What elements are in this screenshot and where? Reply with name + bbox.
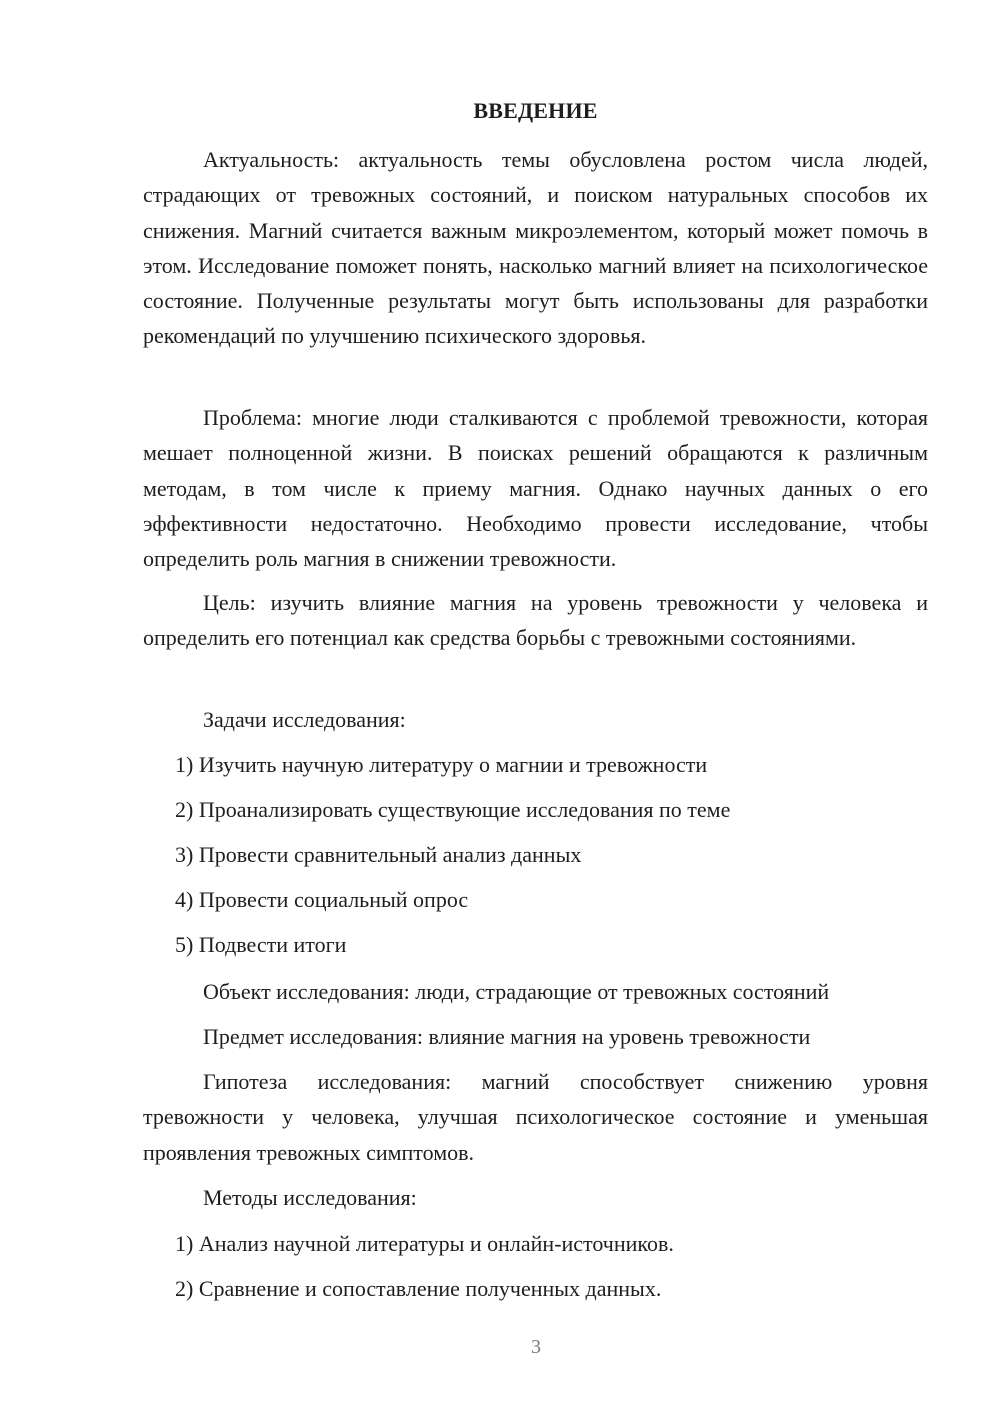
task-item: 3) Провести сравнительный анализ данных <box>175 842 582 867</box>
page-number: 3 <box>531 1336 541 1358</box>
task-item: 4) Провести социальный опрос <box>175 887 469 912</box>
method-item: 2) Сравнение и сопоставление полученных данных. <box>175 1276 662 1301</box>
relevance-paragraph: Актуальность: актуальность темы обусловлена ростом числа людей, страдающих от тревожных состояний, и поиском натуральных способов их снижения. Магний считается важным микроэлементом, который может помочь в этом. Исследование поможет понять, насколько магний влияет на психологическое состояние. Полученные результаты могут быть использованы для разработки рекомендаций по улучшению психического здоровья. <box>143 147 928 349</box>
page-title: ВВЕДЕНИЕ <box>473 98 598 123</box>
tasks-title: Задачи исследования: <box>203 707 406 732</box>
object-line: Объект исследования: люди, страдающие от тревожных состояний <box>203 979 830 1004</box>
task-item: 1) Изучить научную литературу о магнии и тревожности <box>175 752 708 777</box>
methods-title: Методы исследования: <box>203 1185 417 1210</box>
task-item: 2) Проанализировать существующие исследования по теме <box>175 797 731 822</box>
goal-paragraph: Цель: изучить влияние магния на уровень тревожности у человека и определить его потенциал как средства борьбы с тревожными состояниями. <box>143 590 928 651</box>
problem-paragraph: Проблема: многие люди сталкиваются с проблемой тревожности, которая мешает полноценной жизни. В поисках решений обращаются к различным методам, в том числе к приему магния. Однако научных данных о его эффективности недостаточно. Необходимо провести исследование, чтобы определить роль магния в снижении тревожности. <box>143 405 928 572</box>
subject-line: Предмет исследования: влияние магния на уровень тревожности <box>203 1024 811 1049</box>
task-item: 5) Подвести итоги <box>175 932 347 957</box>
hypothesis-paragraph: Гипотеза исследования: магний способствует снижению уровня тревожности у человека, улучшая психологическое состояние и уменьшая проявления тревожных симптомов. <box>143 1069 928 1165</box>
method-item: 1) Анализ научной литературы и онлайн-источников. <box>175 1231 674 1256</box>
